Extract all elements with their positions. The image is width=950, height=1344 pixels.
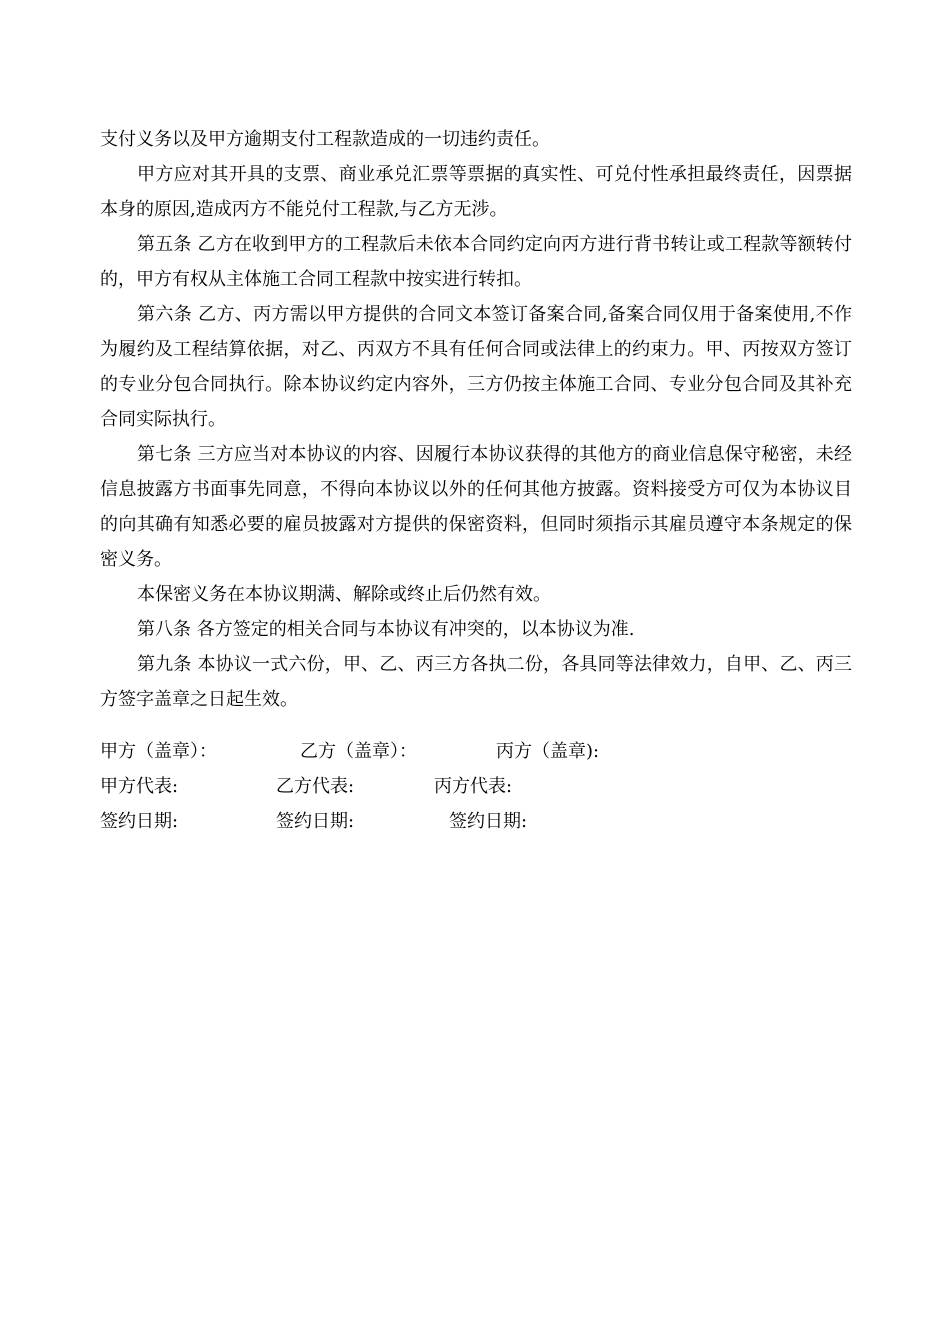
paragraph-confidentiality-survival: 本保密义务在本协议期满、解除或终止后仍然有效。 — [137, 584, 551, 605]
party-c-rep-label: 丙方代表: — [434, 776, 513, 797]
party-b-rep-label: 乙方代表: — [276, 776, 355, 797]
party-a-rep-label: 甲方代表: — [100, 776, 179, 797]
signature-block — [100, 734, 852, 839]
paragraph-bill-liability: 甲方应对其开具的支票、商业承兑汇票等票据的真实性、可兑付性承担最终责任，因票据本身的原因,造成丙方不能兑付工程款,与乙方无涉。 — [100, 164, 852, 220]
party-c-seal-label: 丙方（盖章): — [496, 741, 600, 762]
paragraph-article-8: 第八条 各方签定的相关合同与本协议有冲突的，以本协议为准. — [137, 619, 635, 640]
party-c-date-label: 签约日期: — [449, 811, 528, 832]
party-a-date-label: 签约日期: — [100, 811, 179, 832]
signature-date-row — [100, 804, 852, 839]
paragraph-continuation: 支付义务以及甲方逾期支付工程款造成的一切违约责任。 — [100, 129, 550, 150]
party-a-seal-label: 甲方（盖章）： — [100, 741, 217, 762]
signature-seal-row — [100, 734, 852, 769]
party-b-date-label: 签约日期: — [276, 811, 355, 832]
paragraph-article-9: 第九条 本协议一式六份，甲、乙、丙三方各执二份，各具同等法律效力，自甲、乙、丙三方签字盖章之日起生效。 — [100, 654, 852, 710]
paragraph-article-5: 第五条 乙方在收到甲方的工程款后未依本合同约定向丙方进行背书转让或工程款等额转付的，甲方有权从主体施工合同工程款中按实进行转扣。 — [100, 234, 852, 290]
paragraph-article-6: 第六条 乙方、丙方需以甲方提供的合同文本签订备案合同,备案合同仅用于备案使用,不作为履约及工程结算依据，对乙、丙双方不具有任何合同或法律上的约束力。甲、丙按双方签订的专业分包合同执行。除本协议约定内容外，三方仍按主体施工合同、专业分包合同及其补充合同实际执行。 — [100, 304, 852, 430]
signature-rep-row — [100, 769, 852, 804]
paragraph-article-7: 第七条 三方应当对本协议的内容、因履行本协议获得的其他方的商业信息保守秘密，未经信息披露方书面事先同意，不得向本协议以外的任何其他方披露。资料接受方可仅为本协议目的向其确有知悉必要的雇员披露对方提供的保密资料，但同时须指示其雇员遵守本条规定的保密义务。 — [100, 444, 852, 570]
contract-body — [100, 122, 852, 717]
party-b-seal-label: 乙方（盖章）： — [300, 741, 417, 762]
